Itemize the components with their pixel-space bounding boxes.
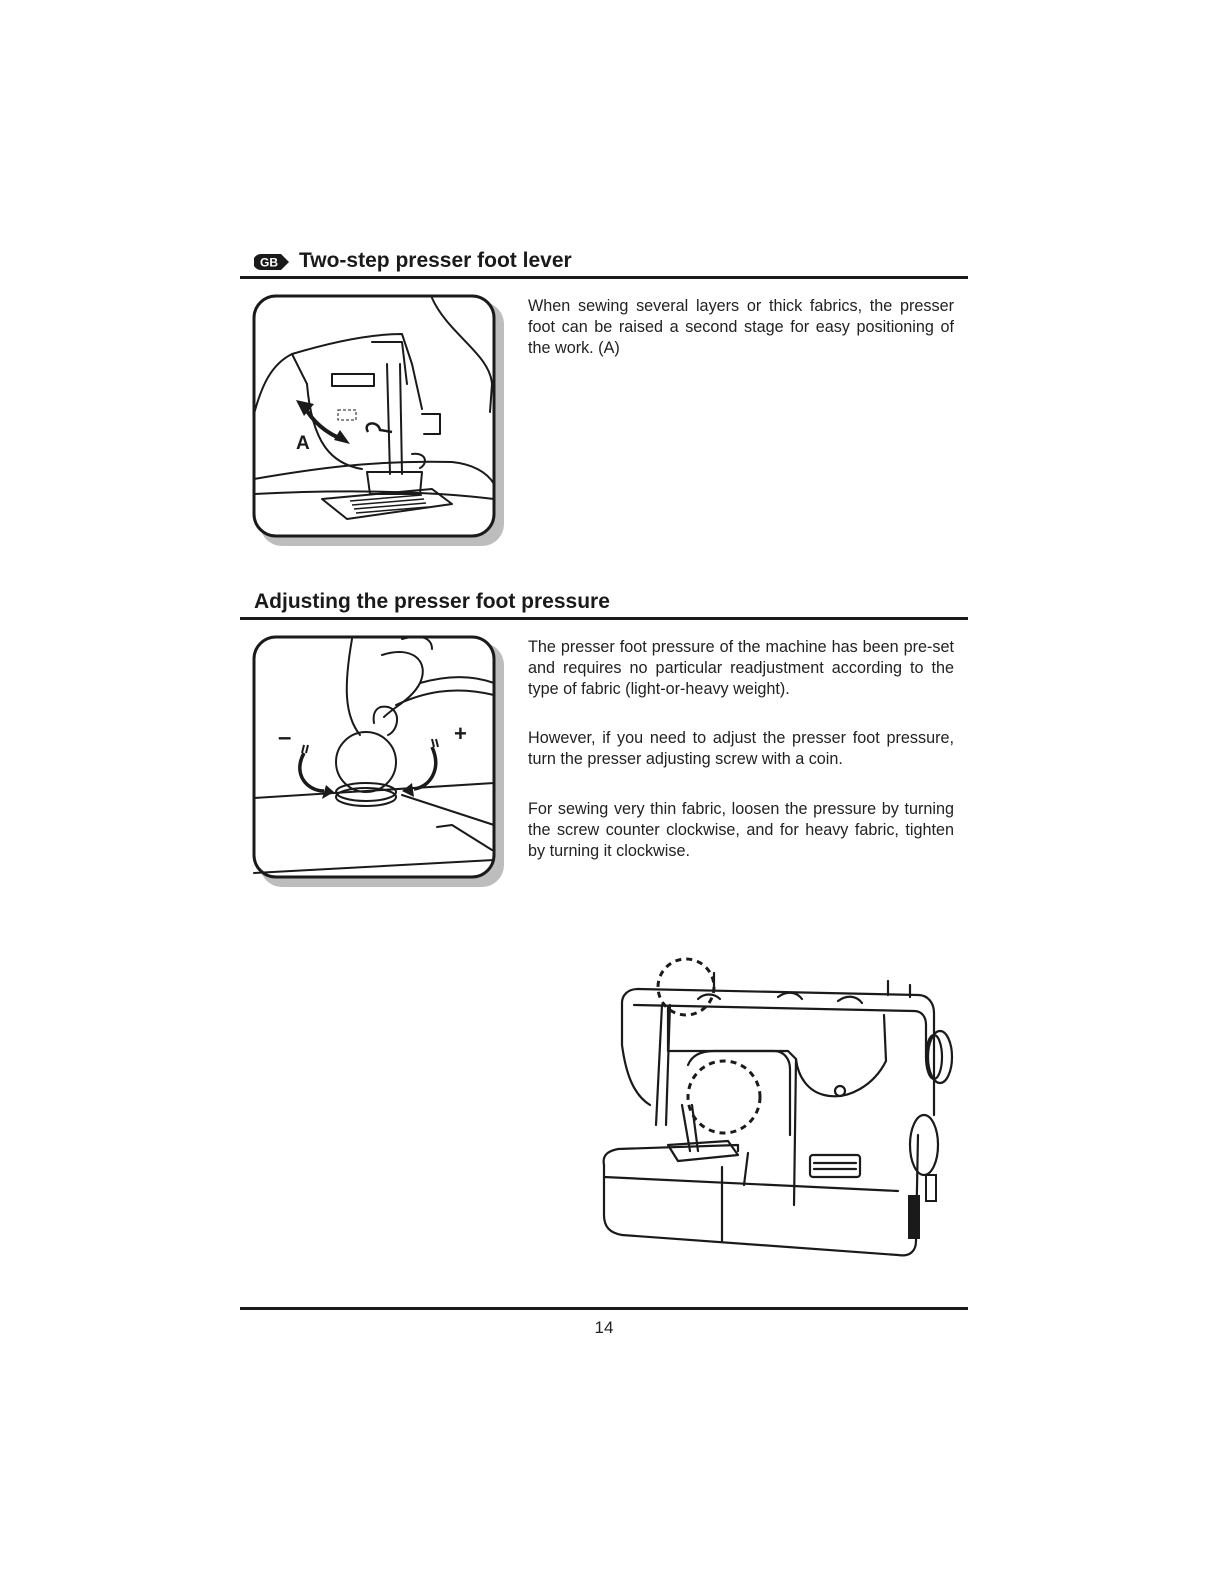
pressure-paragraph-3: For sewing very thin fabric, loosen the pressure by turning the screw counter clockwise, and for heavy fabric, tighten by turning it clockwise. (528, 800, 954, 860)
presser-foot-lever-illustration (252, 294, 506, 548)
pressure-screw-illustration (252, 635, 506, 889)
section-divider (240, 276, 968, 279)
language-badge-text: GB (260, 255, 278, 270)
sewing-machine-overview-illustration (598, 955, 958, 1275)
footer-divider (240, 1307, 968, 1310)
language-badge (254, 253, 288, 271)
presser-foot-lever-paragraph: When sewing several layers or thick fabrics, the presser foot can be raised a second stage for easy positioning of the work. (A) (528, 297, 954, 357)
page-number: 14 (594, 1318, 614, 1337)
section-title-presser-foot-pressure: Adjusting the presser foot pressure (254, 590, 610, 613)
pressure-paragraph-2: However, if you need to adjust the presser foot pressure, turn the presser adjusting screw with a coin. (528, 729, 954, 768)
pressure-paragraph-1: The presser foot pressure of the machine has been pre-set and requires no particular readjustment according to the type of fabric (light-or-heavy weight). (528, 638, 954, 698)
plus-label: + (454, 721, 467, 746)
figure-label-a: A (296, 433, 310, 454)
section-divider (240, 617, 968, 620)
section-title-presser-foot-lever: Two-step presser foot lever (299, 249, 572, 272)
minus-label: – (278, 724, 292, 751)
